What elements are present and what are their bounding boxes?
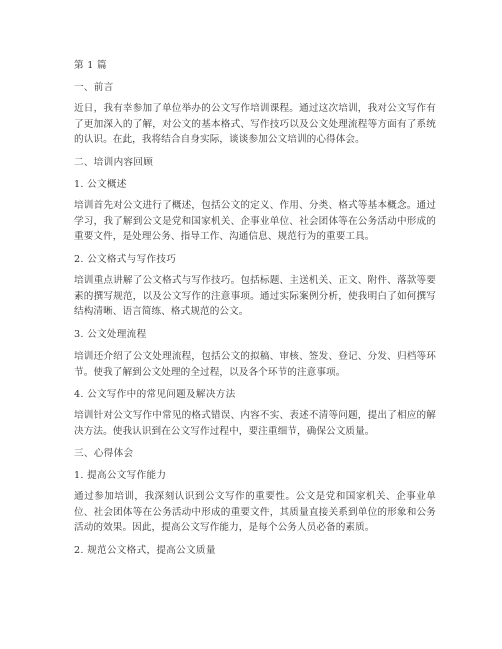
subsection-heading: 4. 公文写作中的常见问题及解决方法	[74, 389, 236, 400]
subsection-heading: 1. 公文概述	[74, 179, 127, 190]
paragraph: 培训首先对公文进行了概述，包括公文的定义、作用、分类、格式等基本概念。通过学习，我了解到公文是党和国家机关、企事业单位、社会团体等在公务活动中形成的重要文件，是处理公务、指导工作、沟通信息、规范行为的重要工具。	[74, 200, 436, 242]
section-heading: 一、前言	[74, 82, 114, 93]
chapter-label: 第 1 篇	[74, 60, 107, 71]
paragraph: 培训重点讲解了公文格式与写作技巧。包括标题、主送机关、正文、附件、落款等要素的撰写规范，以及公文写作的注意事项。通过实际案例分析，使我明白了如何撰写结构清晰、语言简练、格式规范的公文。	[74, 275, 436, 317]
subsection-heading: 3. 公文处理流程	[74, 329, 147, 340]
subsection-heading: 2. 公文格式与写作技巧	[74, 254, 177, 265]
subsection-heading: 2. 规范公文格式，提高公文质量	[74, 545, 216, 556]
paragraph: 培训还介绍了公文处理流程，包括公文的拟稿、审核、签发、登记、分发、归档等环节。使我了解到公文处理的全过程，以及各个环节的注意事项。	[74, 351, 436, 378]
section-heading: 三、心得体会	[74, 448, 134, 459]
section-heading: 二、培训内容回顾	[74, 157, 154, 168]
paragraph: 培训针对公文写作中常见的格式错误、内容不实、表述不清等问题，提出了相应的解决方法。使我认识到在公文写作过程中，要注重细节，确保公文质量。	[74, 410, 436, 437]
paragraph: 近日，我有幸参加了单位举办的公文写作培训课程。通过这次培训，我对公文写作有了更加深入的了解，对公文的基本格式、写作技巧以及公文处理流程等方面有了系统的认识。在此，我将结合自身实际，谈谈参加公文培训的心得体会。	[74, 103, 436, 145]
subsection-heading: 1. 提高公文写作能力	[74, 470, 167, 481]
paragraph: 通过参加培训，我深刻认识到公文写作的重要性。公文是党和国家机关、企事业单位、社会团体等在公务活动中形成的重要文件，其质量直接关系到单位的形象和公务活动的效果。因此，提高公文写作能力，是每个公务人员必备的素质。	[74, 491, 436, 533]
